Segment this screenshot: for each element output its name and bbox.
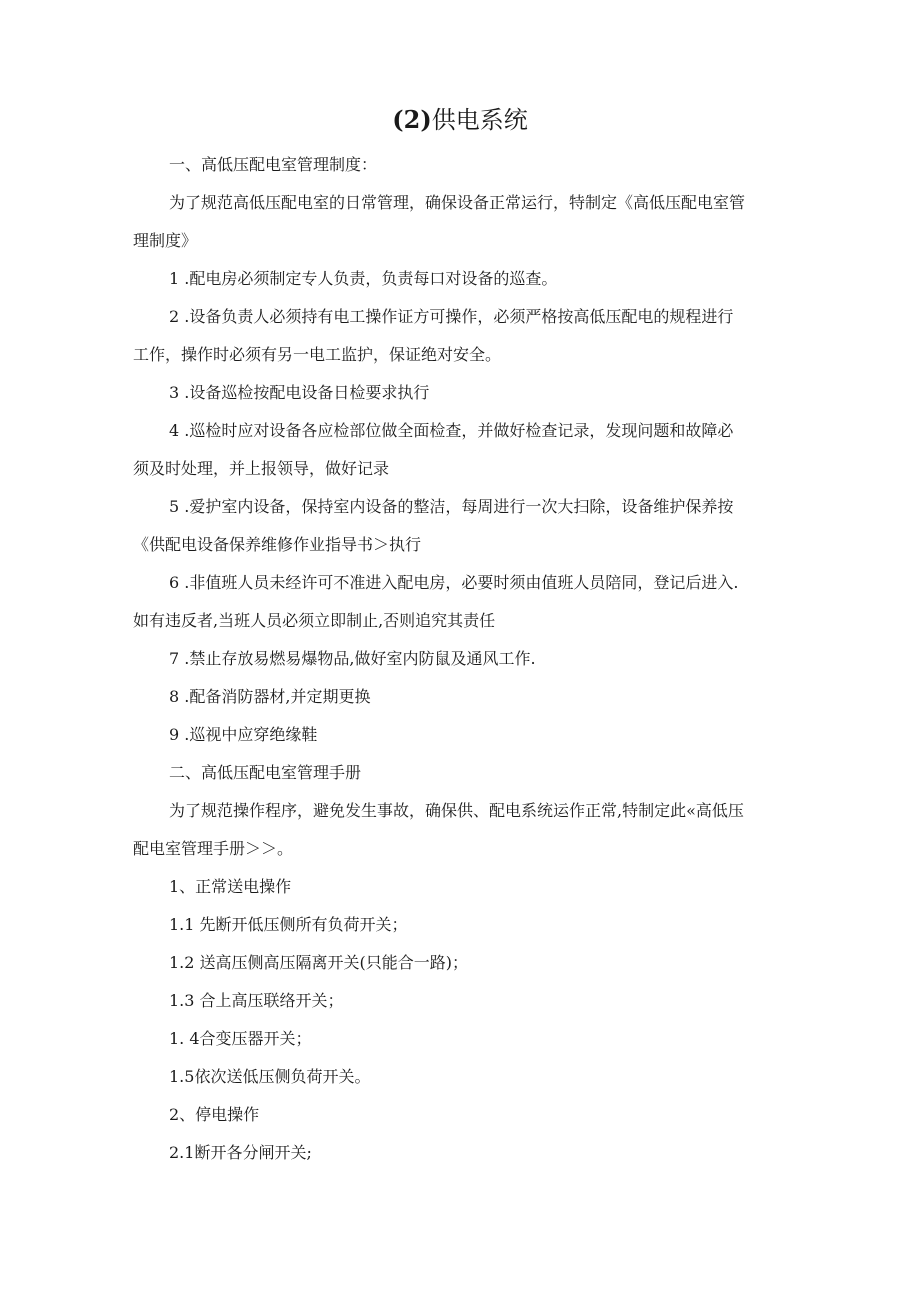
text-line: 一、高低压配电室管理制度：	[169, 155, 378, 174]
page-title	[0, 104, 920, 136]
text-line: 二、高低压配电室管理手册	[169, 763, 362, 782]
text-line: 3 .设备巡检按配电设备日检要求执行	[169, 383, 430, 402]
paragraph	[133, 1058, 789, 1096]
text-line: 2.1断开各分闸开关;	[169, 1143, 312, 1162]
text-line: 2 .设备负责人必须持有电工操作证方可操作，必须严格按高低压配电的规程进行	[169, 307, 734, 326]
paragraph	[133, 792, 789, 868]
text-line: 1.3 合上高压联络开关；	[169, 991, 344, 1010]
paragraph	[133, 716, 789, 754]
paragraph	[133, 374, 789, 412]
text-line: 6 .非值班人员未经许可不准进入配电房，必要时须由值班人员陪同，登记后进入.	[169, 573, 739, 592]
text-line: 为了规范高低压配电室的日常管理，确保设备正常运行，特制定《高低压配电室管	[169, 193, 746, 212]
paragraph	[133, 678, 789, 716]
text-line: 须及时处理，并上报领导，做好记录	[133, 459, 390, 478]
text-line: 9 .巡视中应穿绝缘鞋	[169, 725, 318, 744]
paragraph	[133, 564, 789, 640]
paragraph	[133, 412, 789, 488]
paragraph	[133, 868, 789, 906]
paragraph	[133, 1096, 789, 1134]
paragraph	[133, 184, 789, 260]
text-line: 配电室管理手册＞＞。	[133, 839, 294, 858]
title-number: (2)	[392, 105, 432, 134]
paragraph	[133, 146, 789, 184]
paragraph	[133, 488, 789, 564]
text-line: 工作，操作时必须有另一电工监护，保证绝对安全。	[133, 345, 502, 364]
text-line: 1.2 送高压侧高压隔离开关(只能合一路)；	[169, 953, 469, 972]
text-line: 1.5依次送低压侧负荷开关。	[169, 1067, 371, 1086]
title-text: 供电系统	[431, 106, 528, 134]
text-line: 7 .禁止存放易燃易爆物品,做好室内防鼠及通风工作.	[169, 649, 536, 668]
paragraph	[133, 906, 789, 944]
text-line: 1.1 先断开低压侧所有负荷开关；	[169, 915, 408, 934]
paragraph	[133, 640, 789, 678]
text-line: 理制度》	[133, 231, 198, 250]
text-line: 8 .配备消防器材,并定期更换	[169, 687, 371, 706]
paragraph	[133, 754, 789, 792]
paragraph	[133, 982, 789, 1020]
paragraph	[133, 298, 789, 374]
text-line: 4 .巡检时应对设备各应检部位做全面检查，并做好检查记录，发现问题和故障必	[169, 421, 734, 440]
text-line: 为了规范操作程序，避免发生事故，确保供、配电系统运作正常,特制定此«高低压	[169, 801, 744, 820]
text-line: 《供配电设备保养维修作业指导书＞执行	[133, 535, 422, 554]
text-line: 1、正常送电操作	[169, 877, 292, 896]
text-line: 1 .配电房必须制定专人负责，负责每口对设备的巡查。	[169, 269, 558, 288]
paragraph	[133, 944, 789, 982]
text-line: 1. 4合变压器开关；	[169, 1029, 312, 1048]
paragraph	[133, 260, 789, 298]
text-line: 5 .爱护室内设备，保持室内设备的整洁，每周进行一次大扫除，设备维护保养按	[169, 497, 734, 516]
document-body	[133, 146, 789, 1172]
paragraph	[133, 1134, 789, 1172]
paragraph	[133, 1020, 789, 1058]
text-line: 如有违反者,当班人员必须立即制止,否则追究其责任	[133, 611, 496, 630]
text-line: 2、停电操作	[169, 1105, 260, 1124]
